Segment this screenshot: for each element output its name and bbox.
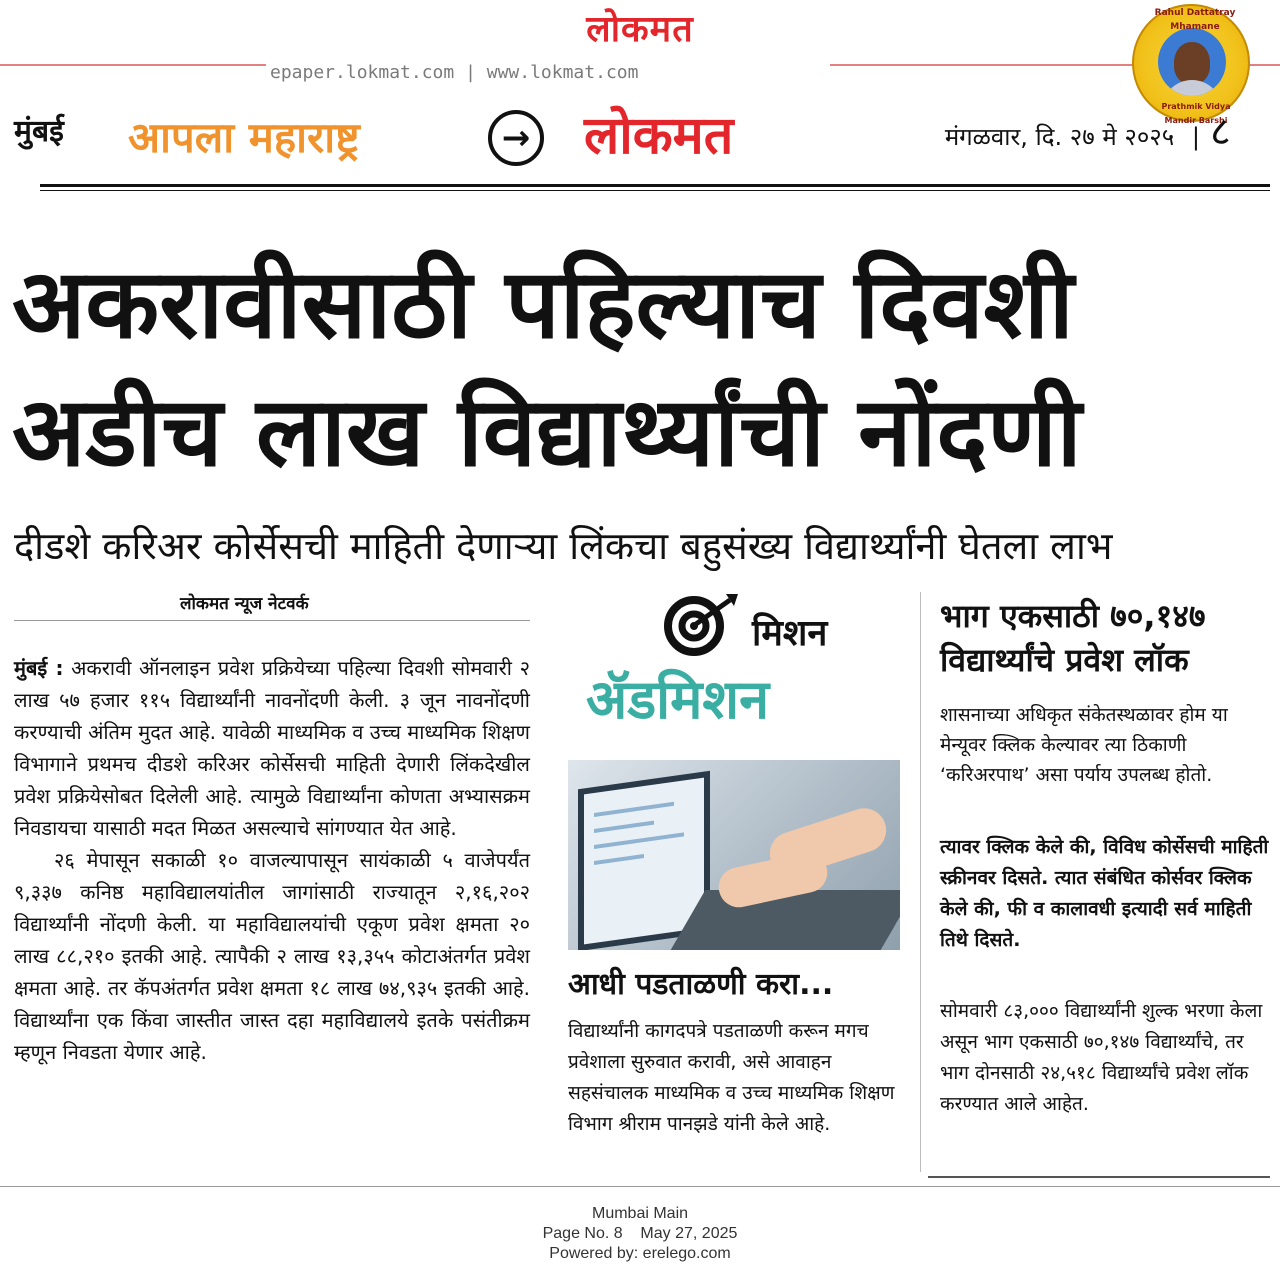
page-footer [440,1204,840,1276]
badge-school-text: Prathmik Vidya Mandir Barshi [1161,102,1231,125]
article-body [14,652,530,1172]
target-icon [660,592,740,656]
sidebar-heading: भाग एकसाठी ७०,१४७ विद्यार्थ्यांचे प्रवेश लॉक [940,597,1206,679]
subheadline: दीडशे करिअर कोर्सेसची माहिती देणाऱ्या लिंकचा बहुसंख्य विद्यार्थ्यांनी घेतला लाभ [14,524,1113,568]
keyboard-shape [671,890,900,950]
byline: लोकमत न्यूज नेटवर्क [180,594,309,614]
header-rule-thin [40,190,1270,191]
sidebar-para-3: सोमवारी ८३,००० विद्यार्थ्यांनी शुल्क भरणा केला असून भाग एकसाठी ७०,१४७ विद्यार्थ्यांचे, तर भाग दोनसाठी २४,५१८ विद्यार्थ्यांचे प्रवेश लॉक करण्यात आले आहेत. [940,1000,1263,1115]
arrow-right-icon: → [488,110,544,166]
date-text: मंगळवार, दि. २७ मे २०२५ [944,123,1175,151]
page-number: ८ [1210,109,1231,155]
epaper-urls: epaper.lokmat.com | www.lokmat.com [266,62,830,84]
footer-edition: Mumbai Main [591,1205,689,1222]
hand-shape [764,803,892,882]
profile-shirt [1162,80,1222,96]
date-separator: | [1191,123,1200,151]
footer-page-date: Page No. 8 May 27, 2025 [542,1225,738,1242]
headline: अकरावीसाठी पहिल्याच दिवशी अडीच लाख विद्यार्थ्यांची नोंदणी [12,248,1082,488]
byline-rule [14,620,530,621]
lokmat-logo: लोकमत [586,9,694,50]
article-para-2: २६ मेपासून सकाळी १० वाजल्यापासून सायंकाळी ५ वाजेपर्यंत ९,३३७ कनिष्ठ महाविद्यालयांतील जागांसाठी राज्यातून २,१६,२०२ विद्यार्थ्यांनी नोंदणी केली. या महाविद्यालयांची एकूण प्रवेश क्षमता २० लाख ८८,२१० इतकी आहे. त्यापैकी २ लाख १३,३५५ कोटाअंतर्गत प्रवेश क्षमता आहे. तर कॅपअंतर्गत प्रवेश क्षमता १८ लाख ७४,९३५ इतकी आहे. विद्यार्थ्यांना एक किंवा जास्तीत जास्त दहा महाविद्यालये इतके पसंतीक्रम म्हणून निवडता येणार आहे. [14,848,530,1064]
edition-city: मुंबई [14,114,64,149]
footer-powered-by: Powered by: erelego.com [549,1245,731,1262]
mission-label: मिशन [752,613,828,654]
dateline [890,118,1200,156]
para-1-text: अकरावी ऑनलाइन प्रवेश प्रक्रियेच्या पहिल्या दिवशी सोमवारी २ लाख ५७ हजार ११५ विद्यार्थ्यांनी नावनोंदणी केली. ३ जून नावनोंदणी करण्याची अंतिम मुदत आहे. यावेळी माध्यमिक व उच्च माध्यमिक शिक्षण विभागाने प्रथमच दीडशे करिअर कोर्सेसची माहिती देणारी लिंकदेखील प्रवेश प्रक्रियेसोबत दिलेली आहे. त्यामुळे विद्यार्थ्यांना कोणता अभ्यासक्रम निवडायचा यासाठी मदत मिळत असल्याचे सांगण्यात येत आहे. [14,656,530,840]
article-para-1 [14,652,530,844]
verify-text: विद्यार्थ्यांनी कागदपत्रे पडताळणी करून मगच प्रवेशाला सुरुवात करावी, असे आवाहन सहसंचालक माध्यमिक व उच्च माध्यमिक शिक्षण विभाग श्रीराम पानझडे यांनी केले आहे. [568,1020,895,1135]
computer-photo [568,760,900,950]
header-rule [40,184,1270,187]
verify-heading: आधी पडताळणी करा... [568,967,834,1002]
profile-photo [1158,28,1226,96]
column-divider [920,592,921,1172]
dateline-place: मुंबई : [14,656,64,680]
badge-name-text: Rahul Dattatray Mhamane [1154,8,1236,32]
sidebar-para-1: शासनाच्या अधिकृत संकेतस्थळावर होम या मेन्यूवर क्लिक केल्यावर त्या ठिकाणी ‘करिअरपाथ’ असा पर्याय उपलब्ध होतो. [940,704,1228,786]
admission-label: ॲडमिशन [586,668,770,731]
sidebar-bottom-rule [928,1176,1270,1178]
footer-rule [0,1186,1280,1187]
sidebar-para-2: त्यावर क्लिक केले की, विविध कोर्सेसची माहिती स्क्रीनवर दिसते. त्यात संबंधित कोर्सवर क्लिक केले की, फी व कालावधी इत्यादी सर्व माहिती तिथे दिसते. [940,836,1269,951]
profile-face [1174,42,1210,84]
section-logo: लोकमत [584,106,734,166]
section-banner: आपला महाराष्ट्र [128,113,360,162]
